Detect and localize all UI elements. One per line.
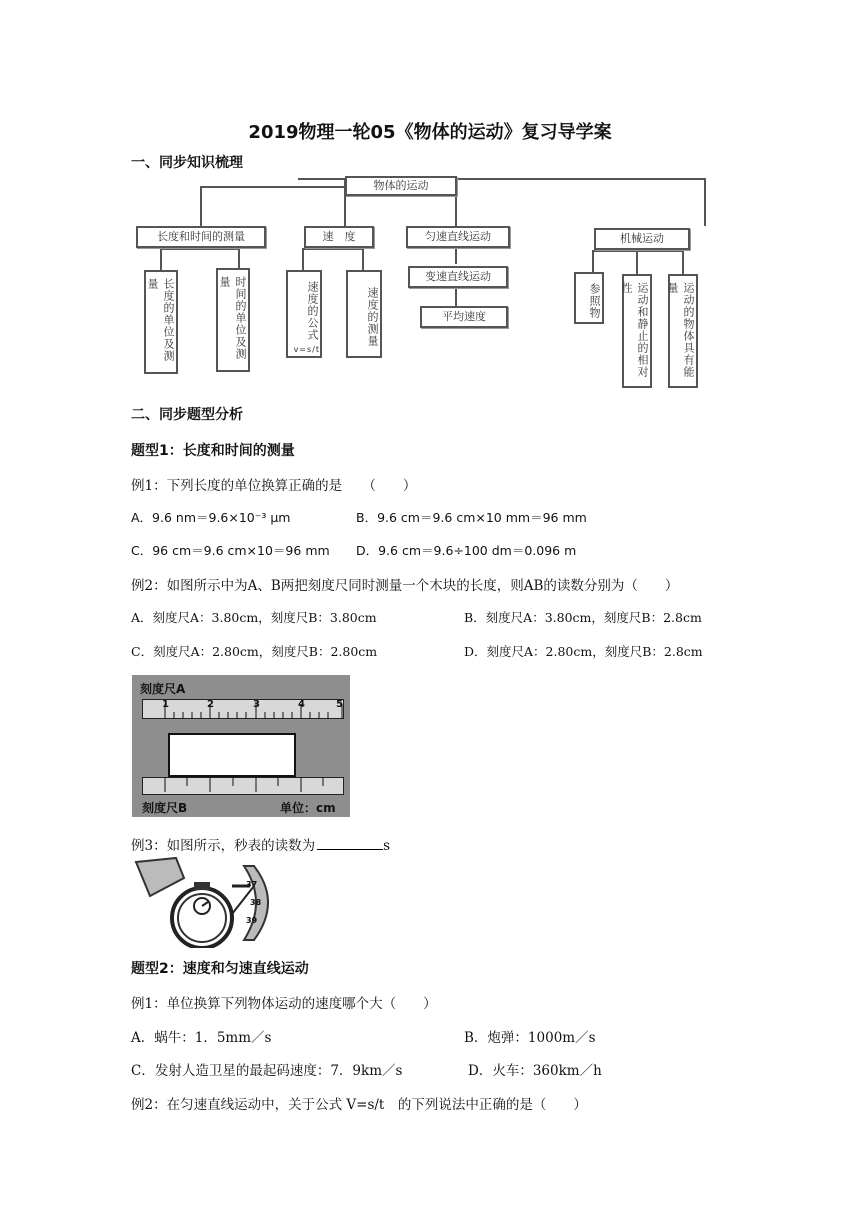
example-3-question: 例3：如图所示，秒表的读数为 s: [131, 838, 391, 854]
example-2-option-c: C．刻度尺A：2.80cm，刻度尺B：2.80cm: [131, 644, 378, 659]
stopwatch-figure: 37 38 39: [132, 856, 282, 948]
concept-map: [130, 172, 720, 394]
example-1-option-d: D．9.6 cm＝9.6÷100 dm＝0.096 m: [356, 543, 577, 558]
map-leaf-speed-formula: 速度的公式 v=s/t: [286, 270, 322, 358]
example-4-option-c: C．发射人造卫星的最起码速度：7．9km／s: [131, 1063, 403, 1079]
map-branch-speed: 速 度: [304, 226, 374, 248]
map-leaf-speed-measurement: 速度的测量: [346, 270, 382, 358]
question-type-2: 题型2：速度和匀速直线运动: [131, 961, 309, 977]
example-4-option-b: B．炮弹：1000m／s: [464, 1030, 596, 1046]
example-4-option-d: D．火车：360km／h: [468, 1063, 602, 1079]
example-1-option-c: C．96 cm＝9.6 cm×10＝96 mm: [131, 543, 330, 558]
question-type-1: 题型1：长度和时间的测量: [131, 443, 295, 459]
map-leaf-reference: 参照物: [574, 272, 604, 324]
map-leaf-energy: 运动的物体具有能量: [668, 274, 698, 388]
ruler-b: [142, 777, 344, 795]
example-1-option-a: A．9.6 nm＝9.6×10⁻³ μm: [131, 510, 291, 525]
map-root: 物体的运动: [345, 176, 457, 196]
example-2-question: 例2：如图所示中为A、B两把刻度尺同时测量一个木块的长度，则AB的读数分别为（ ）: [131, 578, 679, 594]
example-4-option-a: A．蜗牛：1．5mm／s: [131, 1030, 272, 1046]
answer-blank[interactable]: [317, 849, 383, 850]
ruler-unit: 单位：cm: [280, 801, 336, 815]
wooden-block: [168, 733, 296, 777]
map-leaf-average-speed: 平均速度: [420, 306, 508, 328]
example-2-option-a: A．刻度尺A：3.80cm，刻度尺B：3.80cm: [131, 610, 377, 625]
example-2-option-b: B．刻度尺A：3.80cm，刻度尺B：2.8cm: [464, 610, 702, 625]
map-leaf-variable-motion: 变速直线运动: [408, 266, 508, 288]
example-4-question: 例1：单位换算下列物体运动的速度哪个大（ ）: [131, 996, 437, 1012]
map-branch-uniform-motion: 匀速直线运动: [406, 226, 510, 248]
section-heading-1: 一、同步知识梳理: [131, 155, 243, 171]
example-1-question: 例1：下列长度的单位换算正确的是 （ ）: [131, 478, 417, 494]
map-leaf-relativity: 运动和静止的相对性: [622, 274, 652, 388]
ruler-figure: 刻度尺A 1 2 3 4 5 刻度尺B 单位：cm: [132, 675, 350, 817]
map-leaf-time-units: 时间的单位及测量: [216, 268, 250, 372]
example-5-question: 例2：在匀速直线运动中，关于公式 V=s/t 的下列说法中正确的是（ ）: [131, 1097, 587, 1113]
example-2-option-d: D．刻度尺A：2.80cm，刻度尺B：2.8cm: [464, 644, 703, 659]
page-title: 2019物理一轮05《物体的运动》复习导学案: [248, 122, 612, 143]
section-heading-2: 二、同步题型分析: [131, 407, 243, 423]
map-leaf-length-units: 长度的单位及测量: [144, 270, 178, 374]
map-branch-mechanical-motion: 机械运动: [594, 228, 690, 250]
map-branch-measurement: 长度和时间的测量: [136, 226, 266, 248]
ruler-a-label: 刻度尺A: [140, 682, 186, 696]
ruler-b-label: 刻度尺B: [142, 801, 188, 815]
ruler-a: [142, 699, 344, 719]
example-1-option-b: B．9.6 cm＝9.6 cm×10 mm＝96 mm: [356, 510, 587, 525]
